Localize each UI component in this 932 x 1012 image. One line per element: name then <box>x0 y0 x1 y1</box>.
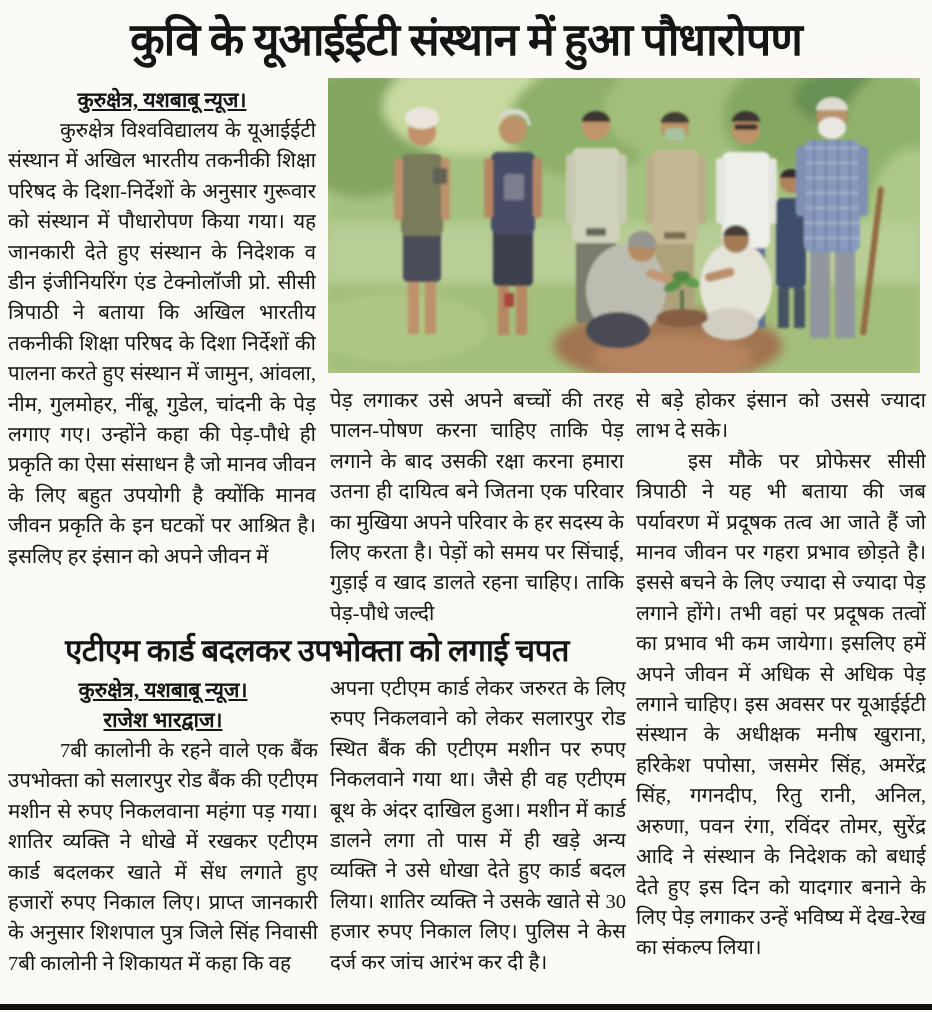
article1-column3 <box>636 386 926 1006</box>
article2-byline2: राजेश भारद्वाज। <box>103 708 223 732</box>
article1-byline: कुरुक्षेत्र, यशबाबू न्यूज। <box>77 88 247 112</box>
article1-column1 <box>8 86 316 630</box>
plantation-photo <box>328 78 920 373</box>
article2-column2 <box>330 674 626 1006</box>
article1-column2 <box>330 386 624 634</box>
bottom-rule <box>0 1004 932 1010</box>
article1-headline: कुवि के यूआईईटी संस्थान में हुआ पौधारोपण <box>130 15 802 65</box>
article1-column2-text: पेड़ लगाकर उसे अपने बच्चों की तरह पालन-पोषण करना चाहिए ताकि पेड़ लगाने के बाद उसकी रक्षा करना हमारा उतना ही दायित्व बने जितना एक परिवार का मुखिया अपने परिवार के हर सदस्य के लिए करता है। पेड़ों को समय पर सिंचाई, गुड़ाई व खाद डालते रहना चाहिए। ताकि पेड़-पौधे जल्दी <box>330 390 624 625</box>
article1-column1-text: कुरुक्षेत्र विश्वविद्यालय के यूआईईटी संस्थान में अखिल भारतीय तकनीकी शिक्षा परिषद के दिशा-निर्देशों के अनुसार गुरूवार को संस्थान में पौधारोपण किया गया। यह जानकारी देते हुए संस्थान के निदेशक व डीन इंजीनियरिंग एंड टेक्नोलॉजी प्रो. सीसी त्रिपाठी ने बताया कि अखिल भारतीय तकनीकी शिक्षा परिषद के दिशा निर्देशों की पालना करते हुए संस्थान में जामुन, आंवला, नीम, गुलमोहर, नींबू, गुडेल, चांदनी के पेड़ लगाए गए। उन्होंने कहा की पेड़-पौधे ही प्रकृति का ऐसा संसाधन है जो मानव जीवन के लिए बहुत उपयोगी है क्योंकि मानव जीवन प्रकृति के इन घटकों पर आश्रित है। इसलिए हर इंसान को अपने जीवन में <box>8 120 316 568</box>
article2-headline: एटीएम कार्ड बदलकर उपभोक्ता को लगाई चपत <box>65 633 569 668</box>
article1-column3-para2: इस मौके पर प्रोफेसर सीसी त्रिपाठी ने यह भी बताया की जब पर्यावरण में प्रदूषक तत्व आ जाते हैं जो मानव जीवन पर गहरा प्रभाव छोड़ते है। इससे बचने के लिए ज्यादा से ज्यादा पेड़ लगाने होंगे। तभी वहां पर प्रदूषक तत्वों का प्रभाव भी कम जायेगा। इसलिए हमें अपने जीवन में अधिक से अधिक पेड़ लगाने चाहिए। इस अवसर पर यूआईईटी संस्थान के अधीक्षक मनीष खुराना, हरिकेश पपोसा, जसमेर सिंह, अमरेंद्र सिंह, गगनदीप, रितु रानी, अनिल, अरुणा, पवन रंगा, रविंदर तोमर, सुरेंद्र आदि ने संस्थान के निदेशक को बधाई देते हुए इस दिन को यादगार बनाने के लिए पेड़ लगाकर उन्हें भविष्य में देख-रेख का संकल्प लिया। <box>636 450 926 960</box>
article2-column2-text: अपना एटीएम कार्ड लेकर जरुरत के लिए रुपए निकलवाने को लेकर सलारपुर रोड स्थित बैंक की एटीएम मशीन पर रुपए निकलवाने गया था। जैसे ही वह एटीएम बूथ के अंदर दाखिल हुआ। मशीन में कार्ड डालने लगा तो पास में ही खड़े अन्य व्यक्ति ने उसे धोखा देते हुए कार्ड बदल लिया। शातिर व्यक्ति ने उसके खाते से 30 हजार रुपए निकाल लिए। पुलिस ने केस दर्ज कर जांच आरंभ कर दी है। <box>330 678 626 974</box>
article2-column1 <box>8 676 318 1004</box>
article1-column3-para1: से बड़े होकर इंसान को उससे ज्यादा लाभ दे सके। <box>636 390 926 443</box>
plantation-photo-illustration <box>328 78 920 373</box>
article2-column1-text: 7बी कालोनी के रहने वाले एक बैंक उपभोक्ता को सलारपुर रोड बैंक की एटीएम मशीन से रुपए निकलवाना महंगा पड़ गया। शातिर व्यक्ति ने धोखे में रखकर एटीएम कार्ड बदलकर खाते में सेंध लगाते हुए हजारों रुपए निकाल लिए। प्राप्त जानकारी के अनुसार शिशपाल पुत्र जिले सिंह निवासी 7बी कालोनी ने शिकायत में कहा कि वह <box>8 740 318 975</box>
article2-byline1: कुरुक्षेत्र, यशबाबू न्यूज। <box>78 678 248 702</box>
